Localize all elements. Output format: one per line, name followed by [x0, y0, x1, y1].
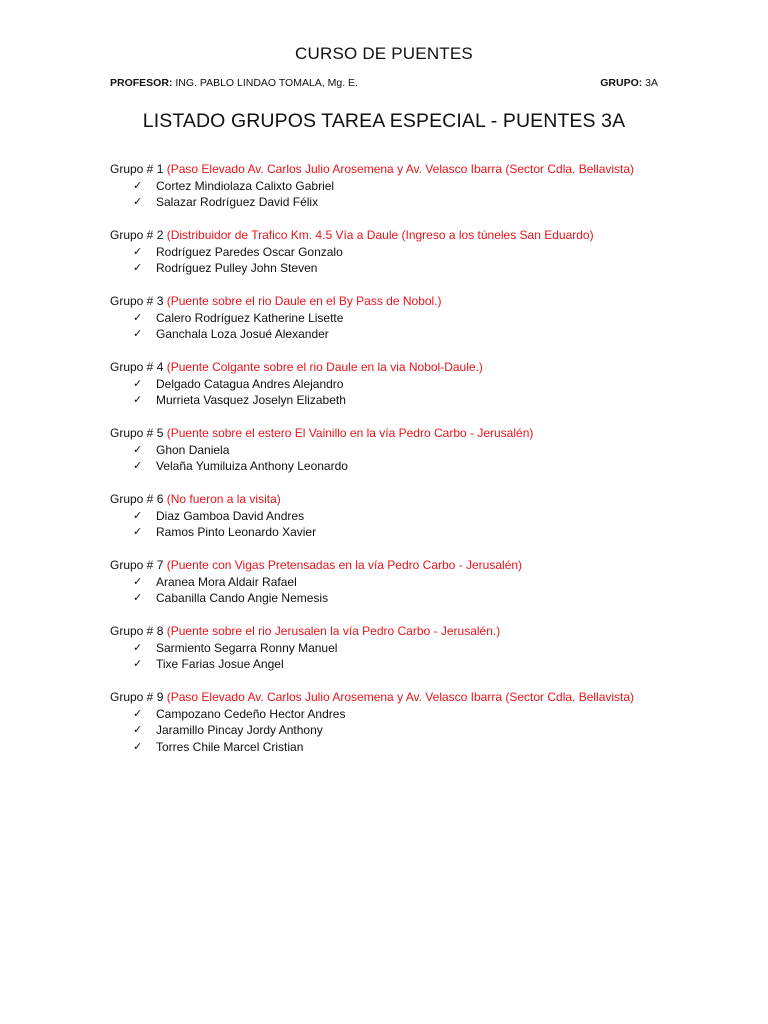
list-item	[110, 590, 710, 607]
member-name: Murrieta Vasquez Joselyn Elizabeth	[156, 393, 346, 407]
list-item	[110, 392, 710, 409]
group-label: Grupo # 3	[110, 294, 164, 308]
group-line	[600, 77, 658, 89]
group-description: (Puente sobre el rio Jerusalen la vía Pedro Carbo - Jerusalén.)	[166, 624, 501, 638]
group-description: (Puente sobre el rio Daule en el By Pass de Nobol.)	[166, 294, 442, 308]
check-icon: ✓	[133, 262, 143, 274]
check-icon: ✓	[133, 179, 143, 192]
member-name: Campozano Cedeño Hector Andres	[156, 706, 346, 721]
member-name: Velaña Yumiluiza Anthony Leonardo	[156, 459, 348, 473]
group-heading	[110, 557, 710, 574]
list-item	[110, 458, 710, 475]
member-name: Sarmiento Segarra Ronny Manuel	[156, 640, 338, 655]
group-label: Grupo # 5	[110, 426, 164, 440]
group-label: Grupo # 4	[110, 360, 164, 374]
member-name: Ghon Daniela	[156, 442, 230, 457]
list-item	[110, 640, 710, 657]
group-block	[110, 425, 710, 475]
check-icon: ✓	[133, 707, 143, 720]
group-heading	[110, 689, 710, 706]
check-icon: ✓	[133, 724, 143, 736]
list-item	[110, 706, 710, 723]
course-title: CURSO DE PUENTES	[295, 44, 473, 63]
member-name: Cabanilla Cando Angie Nemesis	[156, 591, 329, 605]
group-label: GRUPO:	[600, 77, 643, 89]
member-name: Torres Chile Marcel Cristian	[156, 739, 304, 754]
professor-label: PROFESOR:	[110, 77, 173, 89]
list-item	[110, 524, 710, 541]
check-icon: ✓	[133, 377, 143, 390]
check-icon: ✓	[133, 592, 143, 604]
member-name: Rodríguez Pulley John Steven	[156, 261, 318, 275]
check-icon: ✓	[133, 394, 143, 406]
group-heading	[110, 227, 710, 244]
group-block	[110, 293, 710, 343]
group-block	[110, 359, 710, 409]
group-heading	[110, 293, 710, 310]
check-icon: ✓	[133, 328, 143, 340]
group-label: Grupo # 1	[110, 162, 164, 176]
groups-list	[110, 161, 710, 772]
check-icon: ✓	[133, 526, 143, 538]
group-description: (Puente Colgante sobre el rio Daule en la via Nobol-Daule.)	[166, 360, 483, 374]
group-heading	[110, 623, 710, 640]
member-name: Calero Rodríguez Katherine Lisette	[156, 310, 344, 325]
check-icon: ✓	[133, 740, 143, 753]
group-label: Grupo # 2	[110, 228, 164, 242]
group-description: (Distribuidor de Trafico Km. 4.5 Vía a Daule (Ingreso a los túneles San Eduardo)	[166, 228, 594, 242]
group-description: (No fueron a la visita)	[166, 492, 281, 506]
professor-line	[110, 77, 358, 89]
member-name: Diaz Gamboa David Andres	[156, 508, 305, 523]
list-item	[110, 244, 710, 261]
check-icon: ✓	[133, 245, 143, 258]
member-name: Delgado Catagua Andres Alejandro	[156, 376, 344, 391]
list-item	[110, 376, 710, 393]
group-block	[110, 557, 710, 607]
list-item	[110, 574, 710, 591]
group-block	[110, 689, 710, 755]
member-name: Rodríguez Paredes Oscar Gonzalo	[156, 244, 343, 259]
group-description: (Paso Elevado Av. Carlos Julio Arosemena y Av. Velasco Ibarra (Sector Cdla. Bellavista)	[166, 690, 635, 704]
list-item	[110, 508, 710, 525]
list-item	[110, 310, 710, 327]
check-icon: ✓	[133, 658, 143, 670]
member-name: Cortez Mindiolaza Calixto Gabriel	[156, 178, 335, 193]
group-description: (Puente sobre el estero El Vainillo en la vía Pedro Carbo - Jerusalén)	[166, 426, 534, 440]
list-item	[110, 260, 710, 277]
list-title: LISTADO GRUPOS TAREA ESPECIAL - PUENTES 3A	[142, 110, 626, 132]
list-item	[110, 442, 710, 459]
group-description: (Paso Elevado Av. Carlos Julio Arosemena y Av. Velasco Ibarra (Sector Cdla. Bellavista)	[166, 162, 635, 176]
check-icon: ✓	[133, 641, 143, 654]
check-icon: ✓	[133, 575, 143, 588]
check-icon: ✓	[133, 443, 143, 456]
group-label: Grupo # 8	[110, 624, 164, 638]
list-item	[110, 722, 710, 739]
list-item	[110, 326, 710, 343]
group-block	[110, 623, 710, 673]
group-block	[110, 161, 710, 211]
check-icon: ✓	[133, 460, 143, 472]
group-heading	[110, 491, 710, 508]
group-block	[110, 491, 710, 541]
list-item	[110, 656, 710, 673]
member-name: Salazar Rodríguez David Félix	[156, 195, 319, 209]
member-name: Jaramillo Pincay Jordy Anthony	[156, 723, 323, 737]
member-name: Ganchala Loza Josué Alexander	[156, 327, 329, 341]
group-label: Grupo # 7	[110, 558, 164, 572]
group-heading	[110, 425, 710, 442]
group-label: Grupo # 6	[110, 492, 164, 506]
check-icon: ✓	[133, 509, 143, 522]
group-label: Grupo # 9	[110, 690, 164, 704]
info-row	[110, 77, 658, 89]
list-item	[110, 194, 710, 211]
professor-name: ING. PABLO LINDAO TOMALA, Mg. E.	[175, 77, 358, 89]
list-item	[110, 739, 710, 756]
member-name: Tixe Farias Josue Angel	[156, 657, 284, 671]
list-item	[110, 178, 710, 195]
check-icon: ✓	[133, 311, 143, 324]
group-description: (Puente con Vigas Pretensadas en la vía Pedro Carbo - Jerusalén)	[166, 558, 523, 572]
group-heading	[110, 359, 710, 376]
check-icon: ✓	[133, 196, 143, 208]
member-name: Ramos Pinto Leonardo Xavier	[156, 525, 317, 539]
group-block	[110, 227, 710, 277]
group-heading	[110, 161, 710, 178]
group-value: 3A	[645, 77, 658, 89]
member-name: Aranea Mora Aldair Rafael	[156, 574, 297, 589]
